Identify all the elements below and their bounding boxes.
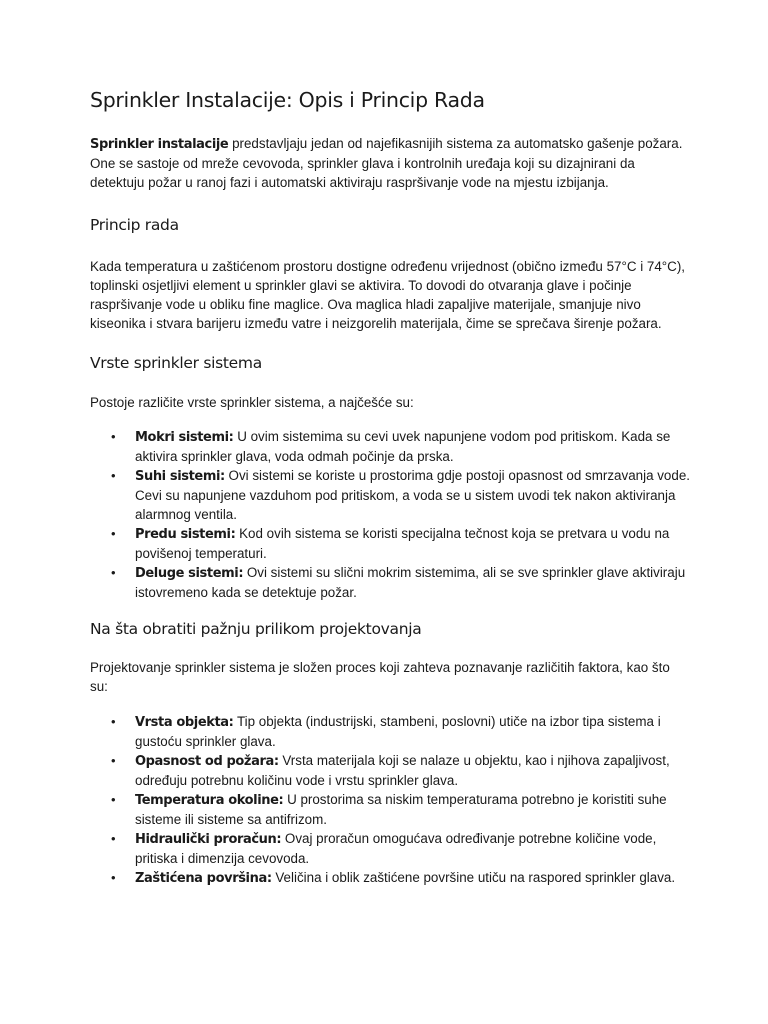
list-item-text: Kod ovih sistema se koristi specijalna tečnost koja se pretvara u vodu na povišenoj temperaturi. [135,525,670,561]
bullet-icon: • [111,428,116,444]
list-item [111,712,690,751]
list-item [111,790,690,829]
list-item-text: Ovaj proračun omogućava određivanje potrebne količine vode, pritiska i dimenzija cevovoda. [135,831,657,867]
list-item [111,466,690,524]
list-item [111,524,690,563]
paragraph-projektovanje: Projektovanje sprinkler sistema je složen proces koji zahteva poznavanje različitih faktora, kao što su: [90,660,670,695]
list-item [111,427,690,466]
list-item-term: Zaštićena površina: [135,871,272,887]
intro-paragraph [90,134,690,192]
list-item-term: Opasnost od požara: [135,754,279,770]
bullet-icon: • [111,714,116,730]
list-item [111,751,690,790]
bullet-icon: • [111,792,116,808]
list-item [111,563,690,602]
list-item-term: Temperatura okoline: [135,793,284,809]
list-item-term: Vrsta objekta: [135,715,234,731]
list-item-term: Suhi sistemi: [135,468,225,484]
bullet-icon: • [111,870,116,886]
bullet-icon: • [111,525,116,541]
bullet-icon: • [111,831,116,847]
heading-projektovanje: Na šta obratiti pažnju prilikom projektovanja [90,619,422,638]
intro-text: predstavljaju jedan od najefikasnijih sistema za automatsko gašenje požara. One se sastoje od mreže cevovoda, sprinkler glava i kontrolnih uređaja koji su dizajnirani da detektuju požar u ranoj fazi i automatski aktiviraju raspršivanje vode na mjestu izbijanja. [90,135,683,190]
list-item-term: Deluge sistemi: [135,565,244,581]
heading-vrste-sistema: Vrste sprinkler sistema [90,353,262,372]
list-item-text: Ovi sistemi su slični mokrim sistemima, ali se sve sprinkler glave aktiviraju istovremeno kada se detektuje požar. [135,564,686,600]
list-item-term: Hidraulički proračun: [135,832,282,848]
bullet-icon: • [111,753,116,769]
list-item-text: Ovi sistemi se koriste u prostorima gdje postoji opasnost od smrzavanja vode. Cevi su napunjene vazduhom pod pritiskom, a voda se u sistem uvodi tek nakon aktiviranja alarmnog ventila. [135,467,690,522]
bullet-icon: • [111,467,116,483]
paragraph-princip-rada: Kada temperatura u zaštićenom prostoru dostigne određenu vrijednost (obično između 57°C i 74°C), toplinski osjetljivi element u sprinkler glavi se aktivira. To dovodi do otvaranja glave i počinje raspršivanje vode u obliku fine maglice. Ova maglica hladi zapaljive materijale, smanjuje nivo kiseonika i stvara barijeru između vatre i neizgorelih materijala, čime se sprečava širenje požara. [90,258,686,331]
list-item-term: Mokri sistemi: [135,429,234,445]
list-vrste-sistema [90,427,690,602]
document-page [90,88,690,904]
paragraph-vrste-sistema: Postoje različite vrste sprinkler sistema, a najčešće su: [90,394,414,410]
list-item-text: U prostorima sa niskim temperaturama potrebno je koristiti suhe sisteme ili sisteme sa antifrizom. [135,792,667,828]
list-item-text: U ovim sistemima su cevi uvek napunjene vodom pod pritiskom. Kada se aktivira sprinkler glava, voda odmah počinje da prska. [135,428,671,464]
list-projektovanje-faktori [90,712,690,888]
list-item-term: Predu sistemi: [135,526,236,542]
list-item-text: Vrsta materijala koji se nalaze u objektu, kao i njihova zapaljivost, određuju potrebnu količinu vode i vrstu sprinkler glava. [135,753,670,789]
document-title: Sprinkler Instalacije: Opis i Princip Rada [90,88,485,112]
list-item [111,868,690,888]
list-item [111,829,690,868]
list-item-text: Veličina i oblik zaštićene površine utiču na raspored sprinkler glava. [271,870,676,886]
bullet-icon: • [111,564,116,580]
intro-lead: Sprinkler instalacije [90,136,229,152]
heading-princip-rada: Princip rada [90,215,179,234]
list-item-text: Tip objekta (industrijski, stambeni, poslovni) utiče na izbor tipa sistema i gustoću sprinkler glava. [135,714,661,750]
